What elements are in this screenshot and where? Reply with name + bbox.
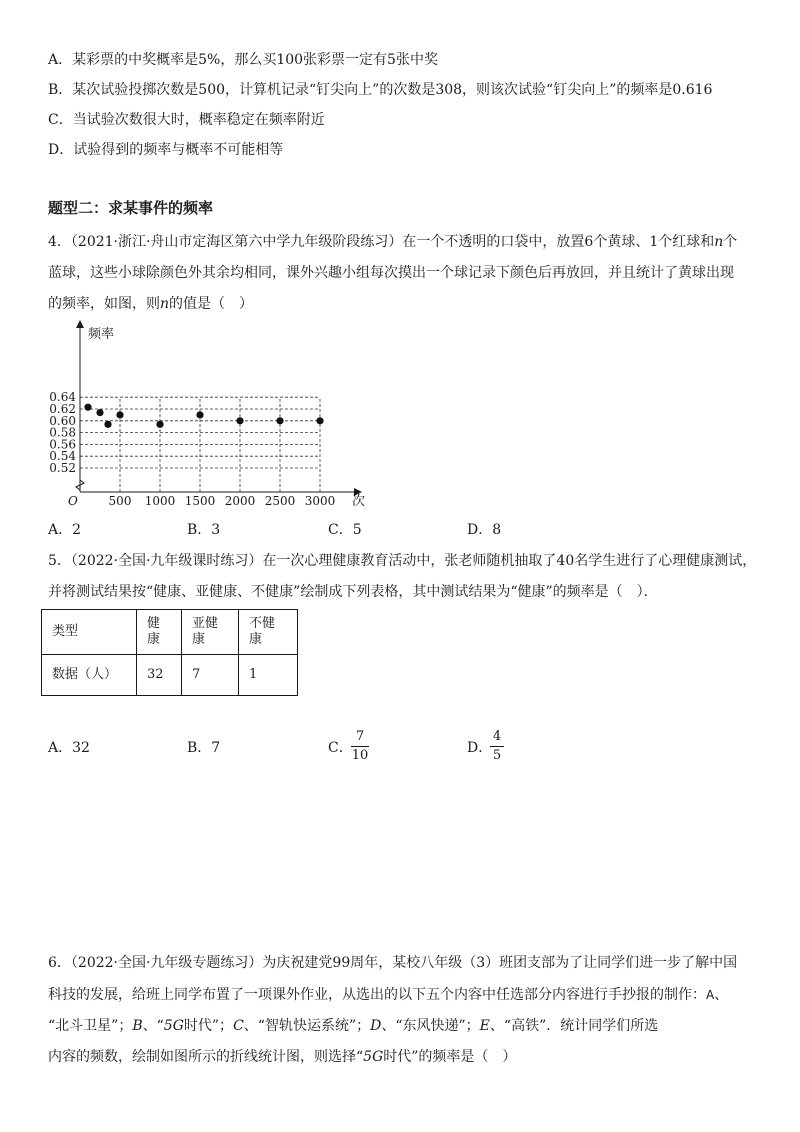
data-point	[236, 417, 243, 424]
table-cell-healthy: 32	[137, 655, 182, 696]
q6-stem-line4: 内容的频数，绘制如图所示的折线统计图，则选择“5G时代”的频率是（ ）	[48, 1049, 517, 1065]
data-point	[316, 417, 323, 424]
q3-option-a: A．某彩票的中奖概率是5%，那么买100张彩票一定有5张中奖	[48, 52, 438, 68]
y-axis-label: 频率	[88, 327, 115, 342]
data-point	[116, 411, 123, 418]
q4-line3-b: 的值是（ ）	[169, 296, 254, 312]
y-tick-label: 0.52	[49, 461, 76, 475]
q4-stem-line2: 蓝球，这些小球除颜色外其余均相同，课外兴趣小组每次摸出一个球记录下颜色后再放回，并且统计了黄球出现	[48, 265, 734, 281]
q5-option-c-prefix: C．	[328, 740, 353, 756]
data-point	[156, 421, 163, 428]
x-tick-label: 3000	[304, 494, 336, 508]
q6-var-e: E	[479, 1018, 490, 1034]
data-point	[196, 411, 203, 418]
y-tick-label: 0.64	[49, 390, 76, 405]
q5-option-d-fraction	[490, 729, 504, 764]
q6-var-d: D	[370, 1018, 382, 1034]
x-tick-label: 2000	[224, 494, 256, 508]
data-point	[104, 421, 111, 428]
table-header-subhealthy: 亚健 康	[182, 610, 239, 655]
fraction-denominator: 10	[351, 748, 369, 763]
table-header-type: 类型	[42, 610, 137, 655]
q6-var-c: C	[233, 1018, 244, 1034]
fraction-bar	[490, 746, 504, 747]
data-point	[96, 409, 103, 416]
origin-label: O	[68, 494, 78, 508]
data-point	[276, 417, 283, 424]
table-row-label: 数据（人）	[42, 655, 137, 696]
q4-line3-a: 的频率，如图，则	[48, 296, 160, 312]
x-tick-label: 1500	[184, 494, 216, 508]
fraction-numerator: 7	[355, 729, 365, 744]
x-tick-label: 500	[108, 494, 132, 508]
q5-stem-line2: 并将测试结果按“健康、亚健康、不健康”绘制成下列表格，其中测试结果为“健康”的频率是（ ）．	[48, 584, 658, 600]
x-tick-label: 1000	[144, 494, 176, 508]
q3-option-b: B．某次试验投掷次数是500，计算机记录“钉尖向上”的次数是308，则该次试验“钉尖向上”的频率是0.616	[48, 82, 713, 98]
y-tick-label: 0.58	[49, 425, 76, 440]
q5-option-d-prefix: D．	[467, 740, 493, 756]
section-title: 题型二：求某事件的频率	[48, 199, 214, 217]
q6-stem-line3: “北斗卫星”；B、“5G时代”；C、“智轨快运系统”；D、“东风快递”；E、“高铁”．统计同学们所选	[48, 1018, 659, 1034]
fraction-numerator: 4	[492, 729, 502, 744]
data-point	[84, 404, 91, 411]
frequency-scatter-chart	[40, 318, 380, 510]
q4-option-c: C．5	[328, 522, 362, 538]
health-results-table	[41, 609, 298, 696]
q6-var-a: A	[706, 988, 715, 1002]
table-header-row	[42, 610, 298, 655]
q4-option-d: D．8	[467, 522, 502, 538]
q6-line2-end: 、	[714, 987, 729, 1003]
q3-option-c: C．当试验次数很大时，概率稳定在频率附近	[48, 112, 325, 128]
fraction-bar	[351, 746, 369, 747]
table-header-unhealthy: 不健康	[239, 610, 298, 655]
y-tick-label: 0.56	[49, 437, 76, 452]
q5-option-a: A．32	[48, 740, 90, 756]
q6-line2-text: 科技的发展，给班上同学布置了一项课外作业，从选出的以下五个内容中任选部分内容进行手抄报的制作：	[48, 987, 706, 1003]
q6-var-5g-2: 5G	[363, 1049, 384, 1065]
q4-line1-b: 个	[723, 234, 738, 250]
q4-var-n-2: n	[160, 296, 170, 312]
table-header-healthy: 健康	[137, 610, 182, 655]
x-tick-label: 2500	[264, 494, 296, 508]
y-tick-label: 0.60	[49, 413, 76, 428]
x-axis-label: 次	[352, 494, 366, 509]
q4-line1-a: 4．（2021·浙江·舟山市定海区第六中学九年级阶段练习）在一个不透明的口袋中，放置6个黄球、1个红球和	[48, 234, 715, 250]
q4-option-a: A．2	[48, 522, 82, 538]
q4-option-b: B．3	[187, 522, 221, 538]
q6-var-5g: 5G	[163, 1018, 184, 1034]
y-tick-label: 0.62	[49, 402, 76, 416]
q6-var-b: B	[132, 1018, 143, 1034]
q6-stem-line1: 6．（2022·全国·九年级专题练习）为庆祝建党99周年，某校八年级（3）班团支部为了让同学们进一步了解中国	[48, 955, 738, 971]
q3-option-d: D．试验得到的频率与概率不可能相等	[48, 142, 284, 158]
table-cell-subhealthy: 7	[182, 655, 239, 696]
q4-stem-line3	[48, 294, 253, 314]
fraction-denominator: 5	[492, 748, 502, 763]
q5-stem-line1: 5．（2022·全国·九年级课时练习）在一次心理健康教育活动中，张老师随机抽取了40名学生进行了心理健康测试，	[48, 553, 757, 569]
q4-stem-line1	[48, 232, 737, 252]
y-tick-label: 0.54	[49, 449, 76, 464]
q4-var-n: n	[714, 234, 724, 250]
table-cell-unhealthy: 1	[239, 655, 298, 696]
q5-option-b: B．7	[187, 740, 221, 756]
table-row	[42, 655, 298, 696]
q6-stem-line2	[48, 985, 728, 1005]
q5-option-c-fraction	[351, 729, 369, 764]
